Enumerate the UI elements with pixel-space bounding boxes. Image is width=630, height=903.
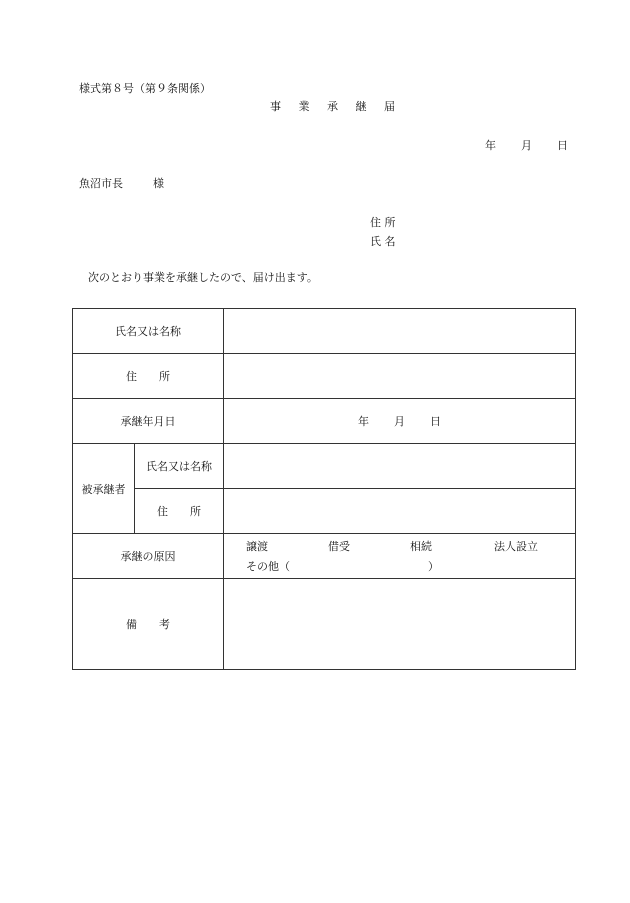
succession-month-label: 月 xyxy=(394,415,405,428)
honorific: 様 xyxy=(153,177,164,190)
predecessor-name-field[interactable] xyxy=(224,444,576,489)
predecessor-label: 被承継者 xyxy=(73,444,135,534)
submission-date xyxy=(485,140,568,151)
predecessor-name-row xyxy=(73,444,576,489)
form-number: 様式第８号（第９条関係） xyxy=(79,82,211,95)
remarks-field[interactable] xyxy=(224,579,576,670)
cause-option-incorporation[interactable]: 法人設立 xyxy=(494,540,538,553)
succession-date-field[interactable] xyxy=(224,399,576,444)
address-label: 住 所 xyxy=(73,354,224,399)
name-row xyxy=(73,309,576,354)
cause-row xyxy=(73,534,576,579)
cause-other-close: ） xyxy=(428,560,439,573)
predecessor-address-field[interactable] xyxy=(224,489,576,534)
cause-option-lease[interactable]: 借受 xyxy=(328,540,350,553)
cause-options[interactable] xyxy=(224,534,576,579)
addressee xyxy=(79,178,164,189)
address-field[interactable] xyxy=(224,354,576,399)
addressee-name: 魚沼市長 xyxy=(79,177,123,190)
cause-label: 承継の原因 xyxy=(73,534,224,579)
predecessor-address-row xyxy=(73,489,576,534)
predecessor-address-label: 住 所 xyxy=(135,489,224,534)
date-month-label: 月 xyxy=(521,139,532,152)
applicant-address-label: 住 所 xyxy=(370,216,396,229)
name-label: 氏名又は名称 xyxy=(73,309,224,354)
succession-date-row xyxy=(73,399,576,444)
applicant-name-label: 氏 名 xyxy=(370,235,396,248)
date-year-label: 年 xyxy=(485,139,496,152)
document-title: 事 業 承 継 届 xyxy=(270,100,402,113)
succession-form-table xyxy=(72,308,576,670)
address-row xyxy=(73,354,576,399)
cause-option-transfer[interactable]: 譲渡 xyxy=(246,540,268,553)
remarks-label: 備 考 xyxy=(73,579,224,670)
cause-other-label[interactable]: その他（ xyxy=(246,560,290,573)
name-field[interactable] xyxy=(224,309,576,354)
remarks-row xyxy=(73,579,576,670)
cause-option-inheritance[interactable]: 相続 xyxy=(410,540,432,553)
succession-day-label: 日 xyxy=(430,415,441,428)
succession-date-label: 承継年月日 xyxy=(73,399,224,444)
predecessor-name-label: 氏名又は名称 xyxy=(135,444,224,489)
date-day-label: 日 xyxy=(557,139,568,152)
intro-text: 次のとおり事業を承継したので、届け出ます。 xyxy=(88,271,318,284)
succession-year-label: 年 xyxy=(358,415,369,428)
